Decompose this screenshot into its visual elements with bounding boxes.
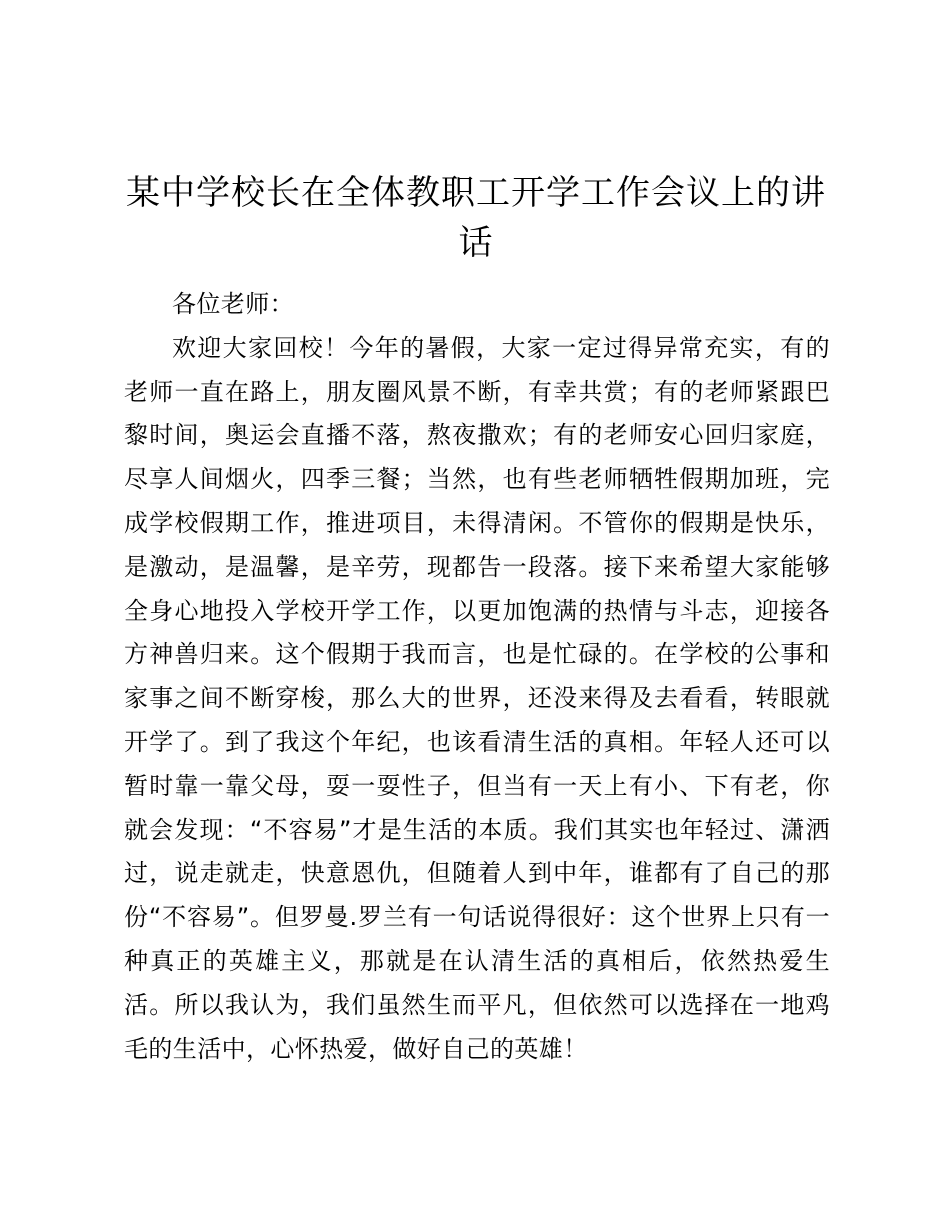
document-title: 某中学校长在全体教职工开学工作会议上的讲话 bbox=[126, 173, 826, 263]
body-paragraph: 欢迎大家回校！今年的暑假，大家一定过得异常充实，有的老师一直在路上，朋友圈风景不断，有幸共赏；有的老师紧跟巴黎时间，奥运会直播不落，熬夜撒欢；有的老师安心回归家庭，尽享人间烟火，四季三餐；当然，也有些老师牺牲假期加班，完成学校假期工作，推进项目，未得清闲。不管你的假期是快乐，是激动，是温馨，是辛劳，现都告一段落。接下来希望大家能够全身心地投入学校开学工作，以更加饱满的热情与斗志，迎接各方神兽归来。这个假期于我而言，也是忙碌的。在学校的公事和家事之间不断穿梭，那么大的世界，还没来得及去看看，转眼就开学了。到了我这个年纪，也该看清生活的真相。年轻人还可以暂时靠一靠父母，耍一耍性子，但当有一天上有小、下有老，你就会发现：“不容易”才是生活的本质。我们其实也年轻过、潇洒过，说走就走，快意恩仇，但随着人到中年，谁都有了自己的那份“不容易”。但罗曼.罗兰有一句话说得很好：这个世界上只有一种真正的英雄主义，那就是在认清生活的真相后，依然热爱生活。所以我认为，我们虽然生而平凡，但依然可以选择在一地鸡毛的生活中，心怀热爱，做好自己的英雄！ bbox=[124, 333, 830, 1063]
document-body bbox=[124, 283, 830, 1071]
salutation: 各位老师： bbox=[172, 290, 294, 318]
